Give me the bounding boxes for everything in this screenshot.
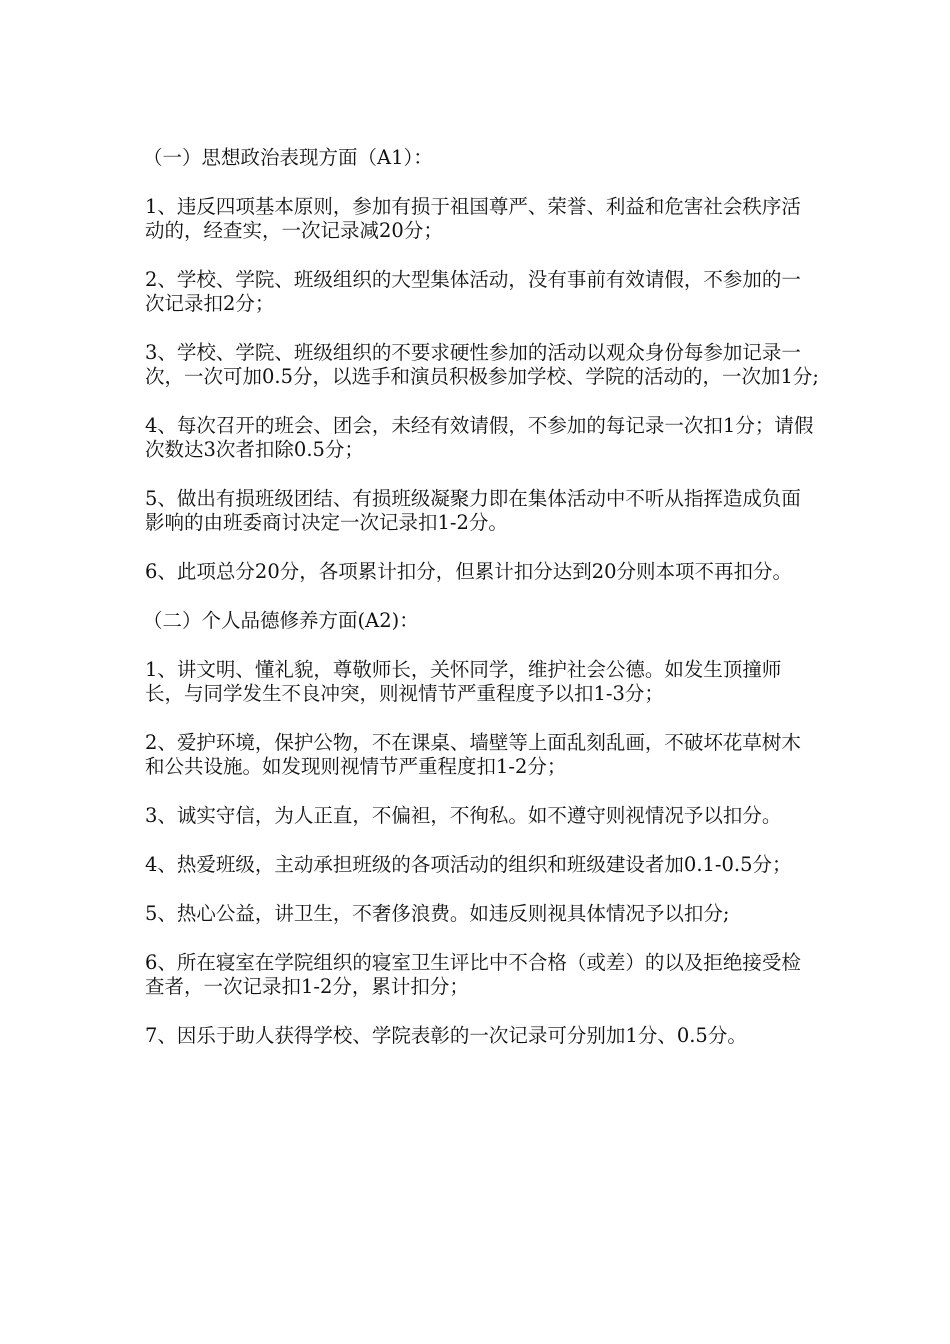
section-heading-a1: （一）思想政治表现方面（A1）：: [143, 146, 433, 169]
a2-rule-3: 3、诚实守信，为人正直，不偏袒，不徇私。如不遵守则视情况予以扣分。: [145, 804, 782, 827]
a1-rule-1: 1、违反四项基本原则，参加有损于祖国尊严、荣誉、利益和危害社会秩序活动的，经查实，一次记录减20分；: [145, 195, 801, 242]
a1-rule-3: 3、学校、学院、班级组织的不要求硬性参加的活动以观众身份每参加记录一次，一次可加0.5分，以选手和演员积极参加学校、学院的活动的，一次加1分;: [145, 341, 819, 388]
a2-rule-6: 6、所在寝室在学院组织的寝室卫生评比中不合格（或差）的以及拒绝接受检查者，一次记录扣1-2分，累计扣分；: [145, 951, 801, 998]
a1-rule-2: 2、学校、学院、班级组织的大型集体活动，没有事前有效请假，不参加的一次记录扣2分；: [145, 268, 801, 315]
section-heading-a2: （二）个人品德修养方面(A2)：: [143, 609, 419, 632]
a2-rule-5: 5、热心公益，讲卫生，不奢侈浪费。如违反则视具体情况予以扣分;: [145, 902, 730, 925]
a2-rule-1: 1、讲文明、懂礼貌，尊敬师长，关怀同学，维护社会公德。如发生顶撞师长，与同学发生不良冲突，则视情节严重程度予以扣1-3分；: [145, 658, 782, 705]
a1-rule-5: 5、做出有损班级团结、有损班级凝聚力即在集体活动中不听从指挥造成负面影响的由班委商讨决定一次记录扣1-2分。: [145, 487, 801, 534]
a2-rule-2: 2、爱护环境，保护公物，不在课桌、墙壁等上面乱刻乱画，不破坏花草树木和公共设施。如发现则视情节严重程度扣1-2分；: [145, 731, 801, 778]
document-body: [145, 146, 820, 1073]
a2-rule-7: 7、因乐于助人获得学校、学院表彰的一次记录可分别加1分、0.5分。: [145, 1024, 747, 1047]
a2-rule-4: 4、热爱班级，主动承担班级的各项活动的组织和班级建设者加0.1-0.5分；: [145, 853, 792, 876]
a1-rule-6: 6、此项总分20分，各项累计扣分，但累计扣分达到20分则本项不再扣分。: [145, 560, 793, 583]
a1-rule-4: 4、每次召开的班会、团会，未经有效请假，不参加的每记录一次扣1分；请假次数达3次者扣除0.5分；: [145, 414, 814, 461]
